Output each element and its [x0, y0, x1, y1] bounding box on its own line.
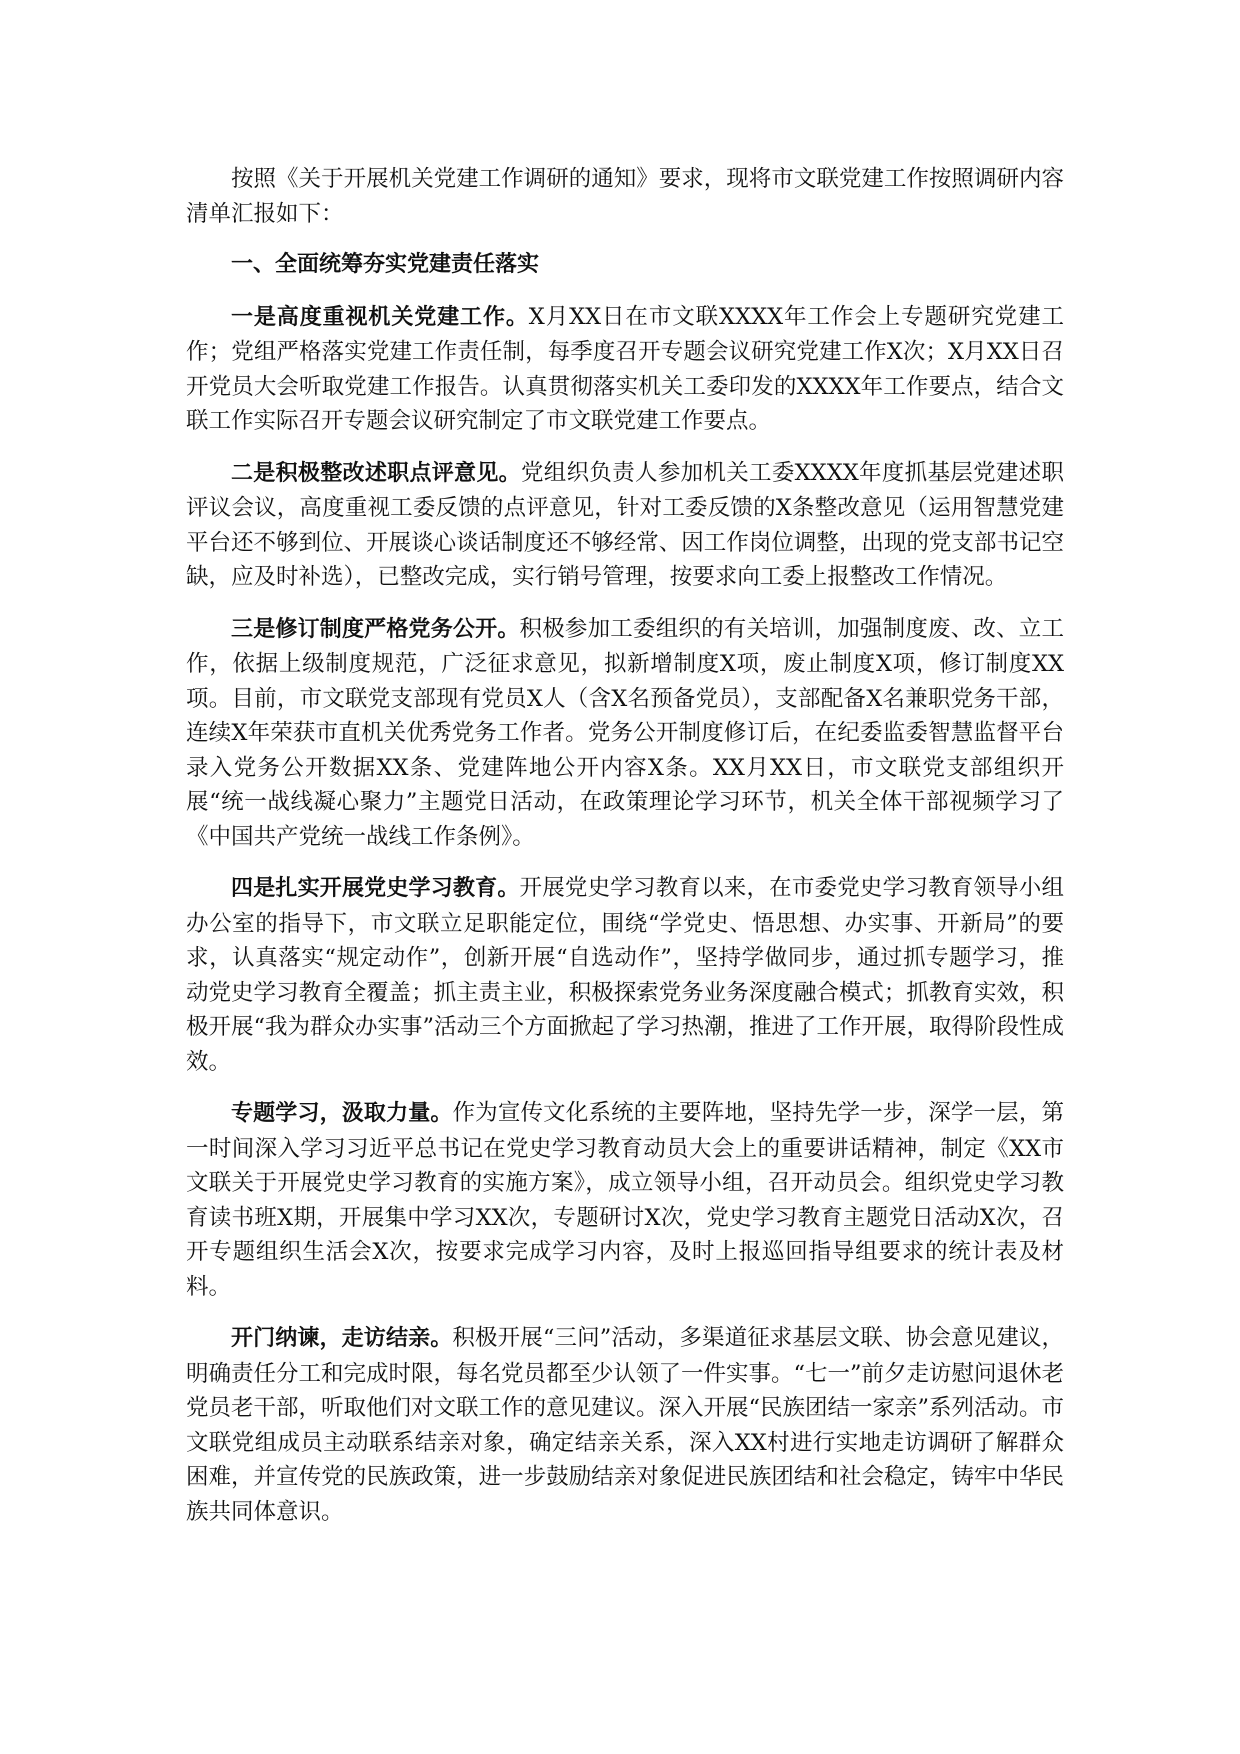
paragraph-4-body: 开展党史学习教育以来，在市委党史学习教育领导小组办公室的指导下，市文联立足职能定位，围绕“学党史、悟思想、办实事、开新局”的要求，认真落实“规定动作”，创新开展“自选动作”，坚持学做同步，通过抓专题学习，推动党史学习教育全覆盖；抓主责主业，积极探索党务业务深度融合模式；抓教育实效，积极开展“我为群众办实事”活动三个方面掀起了学习热潮，推进了工作开展，取得阶段性成效。	[186, 875, 1065, 1075]
paragraph-1-body: X月XX日在市文联XXXX年工作会上专题研究党建工作；党组严格落实党建工作责任制，每季度召开专题会议研究党建工作X次；X月XX日召开党员大会听取党建工作报告。认真贯彻落实机关工委印发的XXXX年工作要点，结合文联工作实际召开专题会议研究制定了市文联党建工作要点。	[186, 303, 1064, 434]
paragraph-6-body: 积极开展“三问”活动，多渠道征求基层文联、协会意见建议，明确责任分工和完成时限，每名党员都至少认领了一件实事。“七一”前夕走访慰问退休老党员老干部，听取他们对文联工作的意见建议。深入开展“民族团结一家亲”系列活动。市文联党组成员主动联系结亲对象，确定结亲关系，深入XX村进行实地走访调研了解群众困难，并宣传党的民族政策，进一步鼓励结亲对象促进民族团结和社会稳定，铸牢中华民族共同体意识。	[186, 1325, 1065, 1525]
paragraph-5-body: 作为宣传文化系统的主要阵地，坚持先学一步，深学一层，第一时间深入学习习近平总书记在党史学习教育动员大会上的重要讲话精神，制定《XX市文联关于开展党史学习教育的实施方案》，成立领导小组，召开动员会。组织党史学习教育读书班X期，开展集中学习XX次，专题研讨X次，党史学习教育主题党日活动X次，召开专题组织生活会X次，按要求完成学习内容，及时上报巡回指导组要求的统计表及材料。	[186, 1100, 1064, 1300]
paragraph-2-lead: 二是积极整改述职点评意见。	[231, 460, 521, 486]
paragraph-3-lead: 三是修订制度严格党务公开。	[231, 616, 520, 642]
paragraph-3-body: 积极参加工委组织的有关培训，加强制度废、改、立工作，依据上级制度规范，广泛征求意见，拟新增制度X项，废止制度X项，修订制度XX项。目前，市文联党支部现有党员X人（含X名预备党员），支部配备X名兼职党务干部，连续X年荣获市直机关优秀党务工作者。党务公开制度修订后，在纪委监委智慧监督平台录入党务公开数据XX条、党建阵地公开内容X条。XX月XX日，市文联党支部组织开展“统一战线凝心聚力”主题党日活动，在政策理论学习环节，机关全体干部视频学习了《中国共产党统一战线工作条例》。	[186, 615, 1064, 850]
paragraph-4	[186, 871, 1064, 1079]
paragraph-6	[186, 1321, 1064, 1529]
paragraph-1	[186, 300, 1064, 439]
section-heading: 一、全面统筹夯实党建责任落实	[231, 252, 540, 277]
document-page	[186, 162, 1064, 1546]
paragraph-5-lead: 专题学习，汲取力量。	[231, 1101, 453, 1126]
intro-paragraph: 按照《关于开展机关党建工作调研的通知》要求，现将市文联党建工作按照调研内容清单汇报如下：	[186, 166, 1064, 227]
paragraph-3	[186, 612, 1064, 855]
paragraph-1-lead: 一是高度重视机关党建工作。	[231, 304, 529, 330]
paragraph-4-lead: 四是扎实开展党史学习教育。	[231, 876, 520, 901]
paragraph-6-lead: 开门纳谏，走访结亲。	[231, 1326, 453, 1351]
paragraph-5	[186, 1096, 1064, 1304]
paragraph-2	[186, 456, 1064, 595]
paragraph-2-body: 党组织负责人参加机关工委XXXX年度抓基层党建述职评议会议，高度重视工委反馈的点评意见，针对工委反馈的X条整改意见（运用智慧党建平台还不够到位、开展谈心谈话制度还不够经常、因工作岗位调整，出现的党支部书记空缺，应及时补选），已整改完成，实行销号管理，按要求向工委上报整改工作情况。	[186, 459, 1064, 590]
